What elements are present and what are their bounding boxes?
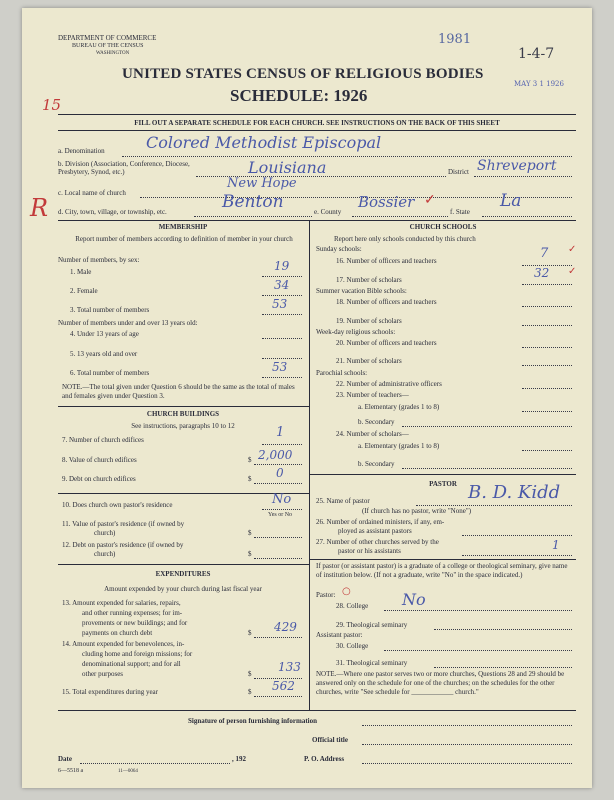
q25-value: B. D. Kidd	[468, 482, 561, 503]
denomination-label: a. Denomination	[58, 147, 105, 155]
q14-label-b: cluding home and foreign missions; for	[82, 650, 193, 658]
q29-label: 29. Theological seminary	[336, 621, 408, 629]
q28-label: 28. College	[336, 602, 369, 610]
q27-value: 1	[552, 538, 560, 552]
membership-intro: Report number of members according to definition of member in your church	[75, 235, 293, 243]
q14-value: 133	[278, 660, 301, 674]
q17-label: 17. Number of scholars	[336, 276, 402, 284]
city-line: WASHINGTON	[96, 51, 130, 56]
q9-value: 0	[276, 466, 284, 480]
q13-value: 429	[274, 620, 297, 634]
q10-value: No	[272, 492, 292, 507]
q2-label: 2. Female	[70, 287, 98, 295]
q23-label: 23. Number of teachers—	[336, 391, 409, 399]
membership-title: MEMBERSHIP	[158, 223, 208, 231]
q15-dollar: $	[248, 688, 252, 696]
age-heading: Number of members under and over 13 years old:	[58, 319, 198, 327]
q25-label: 25. Name of pastor	[316, 497, 370, 505]
q3-label: 3. Total number of members	[70, 306, 150, 314]
denomination-value: Colored Methodist Episcopal	[146, 133, 382, 152]
date-label: Date	[58, 755, 72, 763]
q8-value: 2,000	[258, 448, 293, 462]
county-value: Bossier	[358, 193, 415, 211]
schools-intro: Report here only schools conducted by this church	[334, 235, 476, 243]
q25-note: (If church has no pastor, write "None")	[362, 507, 472, 515]
pastor-red-circle: ○	[342, 586, 351, 597]
instructions-line: FILL OUT A SEPARATE SCHEDULE FOR EACH CHURCH. SEE INSTRUCTIONS ON THE BACK OF THIS SHEET	[134, 119, 500, 127]
q15-label: 15. Total expenditures during year	[62, 688, 158, 696]
division-value: Louisiana	[248, 158, 327, 177]
buildings-title: CHURCH BUILDINGS	[146, 410, 220, 418]
parochial-heading: Parochial schools:	[316, 369, 368, 377]
q15-value: 562	[272, 679, 295, 693]
q11-dollar: $	[248, 529, 252, 537]
q26-label-a: 26. Number of ordained ministers, if any, em-	[316, 518, 445, 526]
city-value: Benton	[222, 192, 284, 212]
q2-value: 34	[274, 278, 290, 292]
q12-label-a: 12. Debt on pastor's residence (if owned by	[62, 541, 184, 549]
q8-label: 8. Value of church edifices	[62, 456, 137, 464]
assistant-subheading: Assistant pastor:	[316, 631, 363, 639]
sex-heading: Number of members, by sex:	[58, 256, 140, 264]
q16-value: 7	[540, 246, 549, 261]
bureau-line: BUREAU OF THE CENSUS	[72, 43, 144, 49]
q27-label-b: pastor or his assistants	[338, 547, 401, 555]
graduate-note: If pastor (or assistant pastor) is a graduate of a college or theological seminary, give name of institution below. (If not a graduate, write "No" in the space indicated.)	[316, 562, 568, 579]
schedule-title: SCHEDULE: 1926	[230, 86, 368, 105]
mark-r: R	[30, 194, 49, 222]
q13-label-d: payments on church debt	[82, 629, 153, 637]
q7-label: 7. Number of church edifices	[62, 436, 144, 444]
q21-label: 21. Number of scholars	[336, 357, 402, 365]
q7-value: 1	[276, 425, 285, 440]
q5-label: 5. 13 years old and over	[70, 350, 138, 358]
q8-dollar: $	[248, 456, 252, 464]
q13-dollar: $	[248, 629, 252, 637]
mark-15: 15	[42, 96, 62, 114]
q31-label: 31. Theological seminary	[336, 659, 408, 667]
q23-elementary-label: a. Elementary (grades 1 to 8)	[358, 403, 440, 411]
schools-title: CHURCH SCHOOLS	[409, 223, 477, 231]
official-title-label: Official title	[312, 736, 348, 744]
q4-label: 4. Under 13 years of age	[70, 330, 139, 338]
signature-label: Signature of person furnishing information	[188, 717, 317, 725]
q14-label-d: other purposes	[82, 670, 124, 678]
pastor-subheading: Pastor:	[316, 591, 336, 599]
q24-elementary-label: a. Elementary (grades 1 to 8)	[358, 442, 440, 450]
q24-label: 24. Number of scholars—	[336, 430, 409, 438]
q23-secondary-label: b. Secondary	[358, 418, 395, 426]
district-label: District	[448, 168, 469, 176]
q16-check: ✓	[568, 244, 577, 255]
census-schedule-sheet	[22, 8, 592, 788]
q1-value: 19	[274, 259, 290, 273]
q12-dollar: $	[248, 550, 252, 558]
weekday-heading: Week-day religious schools:	[316, 328, 396, 336]
q17-value: 32	[534, 266, 550, 280]
q14-label-a: 14. Amount expended for benevolences, in-	[62, 640, 185, 648]
q16-label: 16. Number of officers and teachers	[336, 257, 437, 265]
q20-label: 20. Number of officers and teachers	[336, 339, 437, 347]
city-label: d. City, town, village, or township, etc.	[58, 208, 167, 216]
q26-label-b: ployed as assistant pastors	[338, 527, 412, 535]
po-address-label: P. O. Address	[304, 755, 345, 763]
county-label: e. County	[314, 208, 342, 216]
q22-label: 22. Number of administrative officers	[336, 380, 442, 388]
local-name-value: New Hope	[227, 176, 297, 191]
expenditures-intro: Amount expended by your church during last fiscal year	[104, 585, 262, 593]
q10-label: 10. Does church own pastor's residence	[62, 501, 173, 509]
expenditures-title: EXPENDITURES	[155, 570, 211, 578]
pastor-title: PASTOR	[429, 480, 457, 488]
q13-label-b: and other running expenses; for im-	[82, 609, 183, 617]
q28-value: No	[402, 590, 426, 609]
q14-dollar: $	[248, 670, 252, 678]
district-value: Shreveport	[477, 158, 557, 174]
q17-check: ✓	[568, 266, 577, 277]
division-label: b. Division (Association, Conference, Diocese, Presbytery, Synod, etc.)	[58, 160, 190, 176]
print-number: 11—0064	[118, 769, 138, 774]
yes-no-hint: Yes or No	[268, 512, 293, 518]
q30-label: 30. College	[336, 642, 369, 650]
q1-label: 1. Male	[70, 268, 92, 276]
local-name-label: c. Local name of church	[58, 189, 126, 197]
q6-label: 6. Total number of members	[70, 369, 150, 377]
buildings-intro: See instructions, paragraphs 10 to 12	[131, 422, 235, 430]
q13-label-c: provements or new buildings; and for	[82, 619, 188, 627]
q6-value: 53	[272, 360, 288, 374]
vacation-heading: Summer vacation Bible schools:	[316, 287, 407, 295]
state-value: La	[500, 191, 522, 211]
state-label: f. State	[450, 208, 470, 216]
pastor-note: NOTE.—Where one pastor serves two or more churches, Questions 28 and 29 should be answered only on the schedule for one of the churches; on the schedules for the other churches, write "See schedule for ____________ church."	[316, 670, 565, 696]
code-number: 1-4-7	[518, 46, 555, 62]
q19-label: 19. Number of scholars	[336, 317, 402, 325]
q18-label: 18. Number of officers and teachers	[336, 298, 437, 306]
form-number: 6—5518 a	[58, 768, 84, 774]
year-label: , 192	[232, 755, 246, 763]
received-stamp: MAY 3 1 1926	[514, 80, 564, 88]
q3-value: 53	[272, 297, 288, 311]
sunday-heading: Sunday schools:	[316, 245, 362, 253]
q14-label-c: denominational support; and for all	[82, 660, 181, 668]
form-title: UNITED STATES CENSUS OF RELIGIOUS BODIES	[122, 66, 484, 82]
membership-note: NOTE.—The total given under Question 6 should be the same as the total of males and females given under Question 3.	[62, 383, 295, 400]
q12-label-b: church)	[94, 550, 116, 558]
q24-secondary-label: b. Secondary	[358, 460, 395, 468]
q9-label: 9. Debt on church edifices	[62, 475, 136, 483]
dept-line: DEPARTMENT OF COMMERCE	[58, 34, 157, 42]
q9-dollar: $	[248, 475, 252, 483]
q11-label-b: church)	[94, 529, 116, 537]
county-check-mark: ✓	[424, 192, 436, 208]
stamp-number: 1981	[438, 32, 472, 47]
q11-label-a: 11. Value of pastor's residence (if owned by	[62, 520, 185, 528]
q27-label-a: 27. Number of other churches served by the	[316, 538, 439, 546]
q13-label-a: 13. Amount expended for salaries, repairs,	[62, 599, 181, 607]
